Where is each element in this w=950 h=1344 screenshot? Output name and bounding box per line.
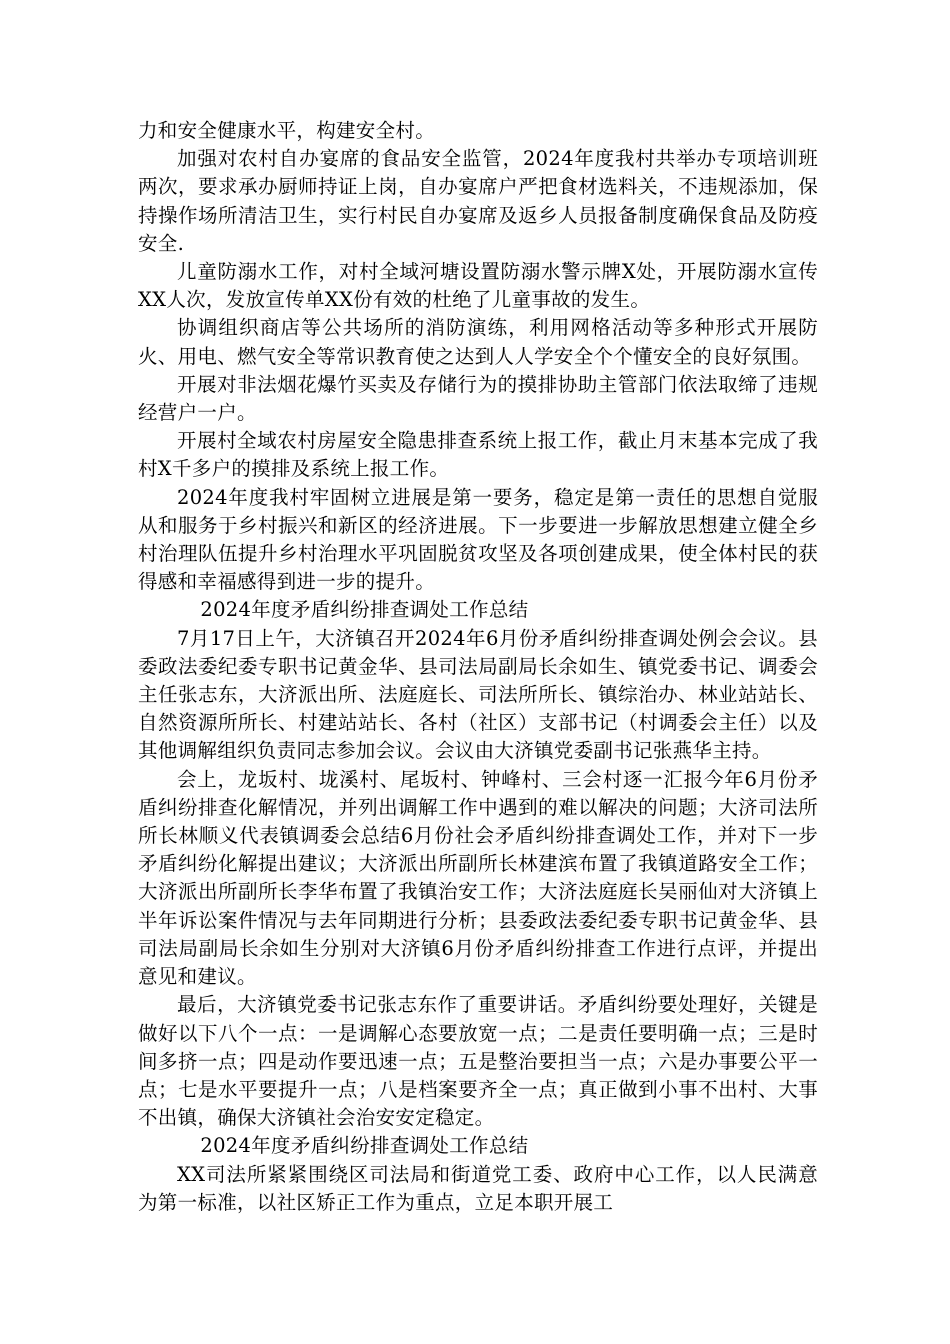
paragraph-continuation: 力和安全健康水平，构建安全村。 bbox=[138, 119, 436, 142]
document-body bbox=[138, 117, 818, 1217]
section-heading: 2024年度矛盾纠纷排查调处工作总结 bbox=[200, 1134, 529, 1158]
paragraph-food-safety: 加强对农村自办宴席的食品安全监管，2024年度我村共举办专项培训班两次，要求承办厨师持证上岗，自办宴席户严把食材选料关，不违规添加，保持操作场所清洁卫生，实行村民自办宴席及返乡人员报备制度确保食品及防疫安全. bbox=[138, 147, 818, 255]
section-heading: 2024年度矛盾纠纷排查调处工作总结 bbox=[200, 598, 529, 622]
paragraph-summary: 2024年度我村牢固树立进展是第一要务，稳定是第一责任的思想自觉服从和服务于乡村振兴和新区的经济进展。下一步要进一步解放思想建立健全乡村治理队伍提升乡村治理水平巩固脱贫攻坚及各项创建成果，使全体村民的获得感和幸福感得到进一步的提升。 bbox=[138, 485, 818, 594]
paragraph-fire-drill: 协调组织商店等公共场所的消防演练，利用网格活动等多种形式开展防火、用电、燃气安全等常识教育使之达到人人学安全个个懂安全的良好氛围。 bbox=[138, 316, 818, 368]
paragraph-housing-survey: 开展村全域农村房屋安全隐患排查系统上报工作，截止月末基本完成了我村X千多户的摸排及系统上报工作。 bbox=[138, 429, 818, 481]
paragraph-fireworks: 开展对非法烟花爆竹买卖及存储行为的摸排协助主管部门依法取缔了违规经营户一户。 bbox=[138, 372, 818, 425]
paragraph-reports: 会上，龙坂村、垅溪村、尾坂村、钟峰村、三会村逐一汇报今年6月份矛盾纠纷排查化解情况，并列出调解工作中遇到的难以解决的问题；大济司法所所长林顺义代表镇调委会总结6月份社会矛盾纠纷排查调处工作，并对下一步矛盾纠纷化解提出建议；大济派出所副所长林建滨布置了我镇道路安全工作；大济派出所副所长李华布置了我镇治安工作；大济法庭庭长吴丽仙对大济镇上半年诉讼案件情况与去年同期进行分析；县委政法委纪委专职书记黄金华、县司法局副局长余如生分别对大济镇6月份矛盾纠纷排查工作进行点评，并提出意见和建议。 bbox=[138, 767, 818, 989]
paragraph-speech: 最后，大济镇党委书记张志东作了重要讲话。矛盾纠纷要处理好，关键是做好以下八个一点：一是调解心态要放宽一点；二是责任要明确一点；三是时间多挤一点；四是动作要迅速一点；五是整治要担当一点；六是办事要公平一点；七是水平要提升一点；八是档案要齐全一点；真正做到小事不出村、大事不出镇，确保大济镇社会治安安定稳定。 bbox=[138, 993, 818, 1130]
paragraph-drowning-prevention: 儿童防溺水工作，对村全域河塘设置防溺水警示牌X处，开展防溺水宣传XX人次，发放宣传单XX份有效的杜绝了儿童事故的发生。 bbox=[138, 260, 818, 312]
paragraph-meeting: 7月17日上午，大济镇召开2024年6月份矛盾纠纷排查调处例会会议。县委政法委纪委专职书记黄金华、县司法局副局长余如生、镇党委书记、调委会主任张志东，大济派出所、法庭庭长、司法所所长、镇综治办、林业站站长、自然资源所所长、村建站站长、各村（社区）支部书记（村调委会主任）以及其他调解组织负责同志参加会议。会议由大济镇党委副书记张燕华主持。 bbox=[138, 626, 818, 763]
paragraph-judicial-office: XX司法所紧紧围绕区司法局和街道党工委、政府中心工作，以人民满意为第一标准，以社区矫正工作为重点，立足本职开展工 bbox=[138, 1162, 818, 1214]
